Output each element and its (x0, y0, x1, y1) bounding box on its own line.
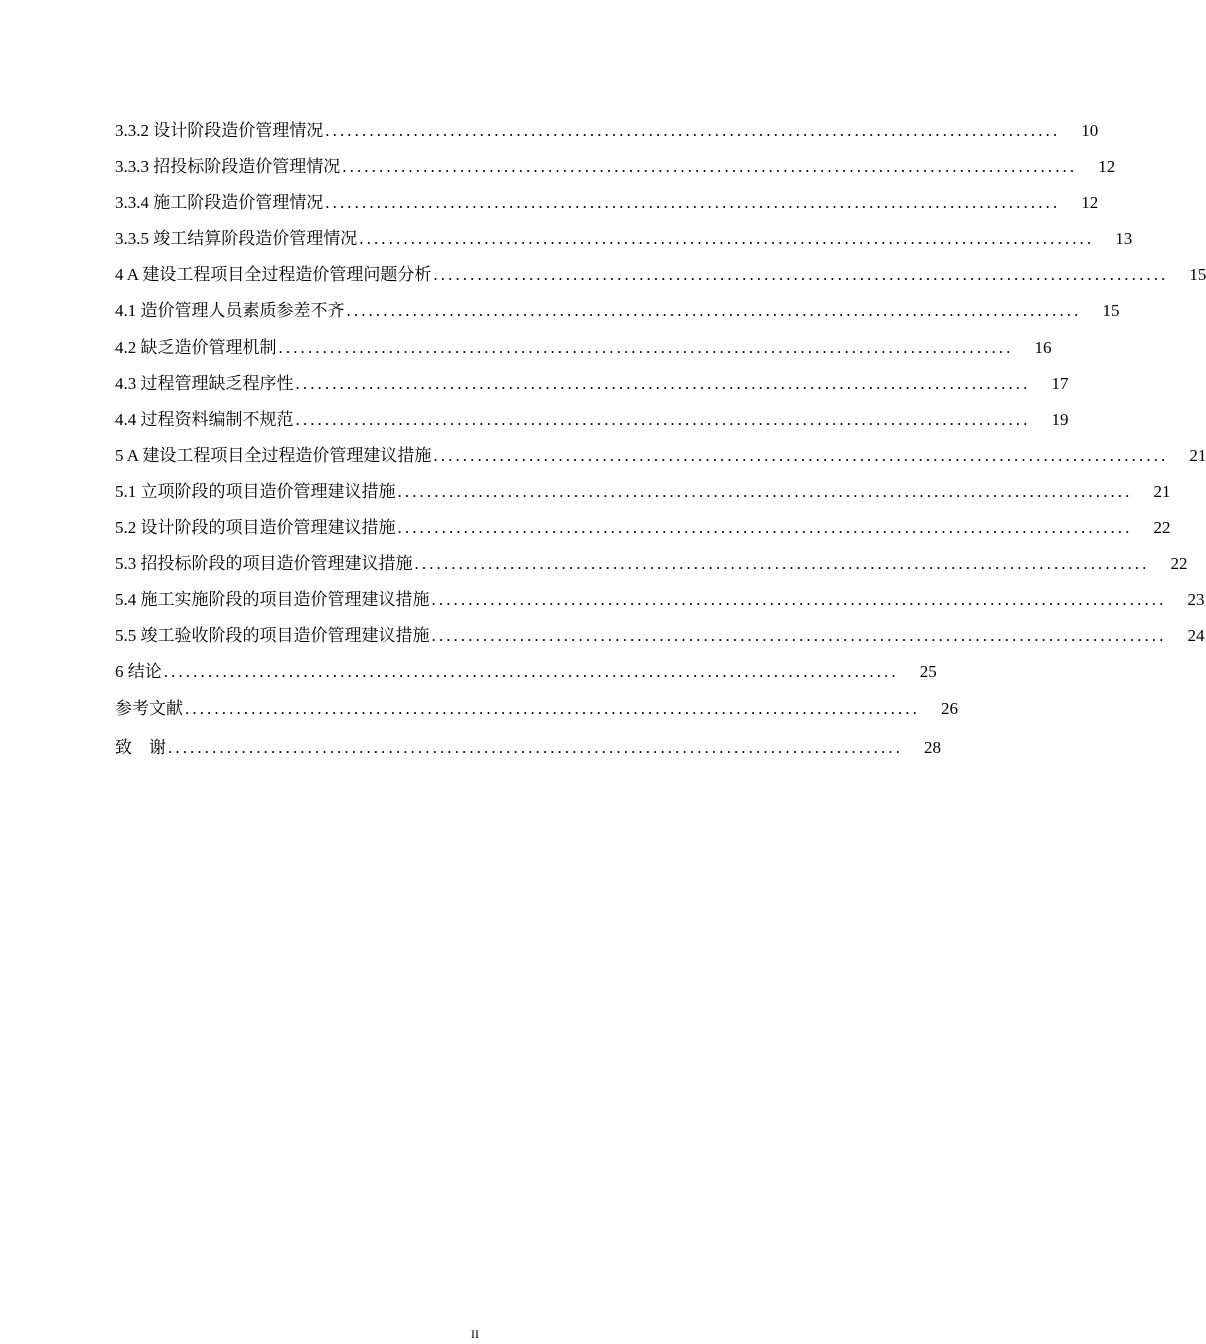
toc-entry-title: 3.3.5 竣工结算阶段造价管理情况 (115, 229, 358, 249)
toc-entry-page: 15 (1102, 301, 1120, 321)
toc-entry-title: 5.1 立项阶段的项目造价管理建议措施 (115, 481, 396, 501)
toc-entry-title: 4 A 建设工程项目全过程造价管理问题分析 (115, 265, 432, 285)
toc-entry[interactable] (115, 405, 1069, 441)
toc-entry-title: 5.5 竣工验收阶段的项目造价管理建议措施 (115, 626, 430, 646)
toc-entry[interactable] (115, 477, 1171, 513)
toc-entry-title: 参考文献 (115, 698, 183, 718)
toc-entry-page: 19 (1051, 409, 1069, 429)
toc-leader-dots: .................................................................................................... (431, 590, 1167, 610)
toc-entry-title: 4.3 过程管理缺乏程序性 (115, 373, 294, 393)
toc-entry[interactable] (115, 441, 1206, 477)
toc-leader-dots: .................................................................................................... (431, 626, 1167, 646)
toc-entry-page: 22 (1153, 518, 1171, 538)
toc-entry-page: 21 (1153, 481, 1171, 501)
toc-entry[interactable] (115, 621, 1205, 657)
toc-leader-dots: .................................................................................................... (325, 193, 1061, 213)
toc-entry-page: 26 (941, 698, 958, 718)
toc-leader-dots: .................................................................................................... (278, 337, 1014, 357)
toc-entry-page: 16 (1034, 337, 1052, 357)
toc-entry-title: 致 谢 (115, 737, 166, 757)
toc-entry[interactable] (115, 513, 1171, 549)
toc-leader-dots: .................................................................................................... (346, 301, 1082, 321)
toc-entry[interactable] (115, 260, 1206, 296)
toc-entry-page: 12 (1081, 193, 1099, 213)
toc-leader-dots: .................................................................................................... (433, 445, 1169, 465)
table-of-contents (115, 116, 1206, 769)
toc-entry-title: 5.2 设计阶段的项目造价管理建议措施 (115, 518, 396, 538)
toc-entry-page: 21 (1189, 445, 1206, 465)
toc-entry-title: 3.3.4 施工阶段造价管理情况 (115, 193, 324, 213)
toc-leader-dots: .................................................................................................... (185, 698, 920, 718)
toc-entry-title: 5.3 招投标阶段的项目造价管理建议措施 (115, 554, 413, 574)
toc-entry[interactable] (115, 224, 1133, 260)
toc-entry-page: 22 (1170, 554, 1188, 574)
toc-entry-title: 5.4 施工实施阶段的项目造价管理建议措施 (115, 590, 430, 610)
toc-entry[interactable] (115, 296, 1120, 332)
toc-leader-dots: .................................................................................................... (325, 121, 1061, 140)
toc-entry[interactable] (115, 188, 1099, 224)
toc-entry[interactable] (115, 152, 1116, 188)
toc-leader-dots: .................................................................................................... (414, 554, 1150, 574)
toc-entry-title: 4.4 过程资料编制不规范 (115, 409, 294, 429)
toc-leader-dots: .................................................................................................... (163, 662, 899, 682)
toc-leader-dots: .................................................................................................... (168, 737, 903, 757)
toc-entry-page: 23 (1187, 590, 1205, 610)
toc-entry-title: 4.2 缺乏造价管理机制 (115, 337, 277, 357)
toc-entry-page: 24 (1187, 626, 1205, 646)
toc-entry-title: 6 结论 (115, 662, 162, 682)
toc-entry-page: 13 (1115, 229, 1133, 249)
toc-leader-dots: .................................................................................................... (359, 229, 1095, 249)
toc-entry-page: 10 (1081, 121, 1099, 140)
toc-entry[interactable] (115, 694, 958, 730)
toc-leader-dots: .................................................................................................... (397, 518, 1133, 538)
toc-entry[interactable] (115, 369, 1069, 405)
toc-entry-title: 3.3.3 招投标阶段造价管理情况 (115, 157, 341, 177)
toc-leader-dots: .................................................................................................... (295, 409, 1031, 429)
toc-entry-page: 25 (919, 662, 937, 682)
toc-entry-title: 5 A 建设工程项目全过程造价管理建议措施 (115, 445, 432, 465)
page-number: II (471, 1327, 479, 1341)
toc-entry[interactable] (115, 585, 1205, 621)
toc-entry-title: 3.3.2 设计阶段造价管理情况 (115, 121, 324, 140)
toc-entry[interactable] (115, 733, 941, 769)
toc-leader-dots: .................................................................................................... (397, 481, 1133, 501)
toc-entry-page: 17 (1051, 373, 1069, 393)
toc-entry[interactable] (115, 657, 937, 693)
toc-leader-dots: .................................................................................................... (342, 157, 1078, 177)
toc-entry-title: 4.1 造价管理人员素质参差不齐 (115, 301, 345, 321)
toc-leader-dots: .................................................................................................... (433, 265, 1169, 285)
toc-entry[interactable] (115, 333, 1052, 369)
toc-entry[interactable] (115, 116, 1099, 152)
toc-entry-page: 28 (924, 737, 941, 757)
toc-entry[interactable] (115, 549, 1188, 585)
toc-entry-page: 12 (1098, 157, 1116, 177)
toc-leader-dots: .................................................................................................... (295, 373, 1031, 393)
toc-entry-page: 15 (1189, 265, 1206, 285)
